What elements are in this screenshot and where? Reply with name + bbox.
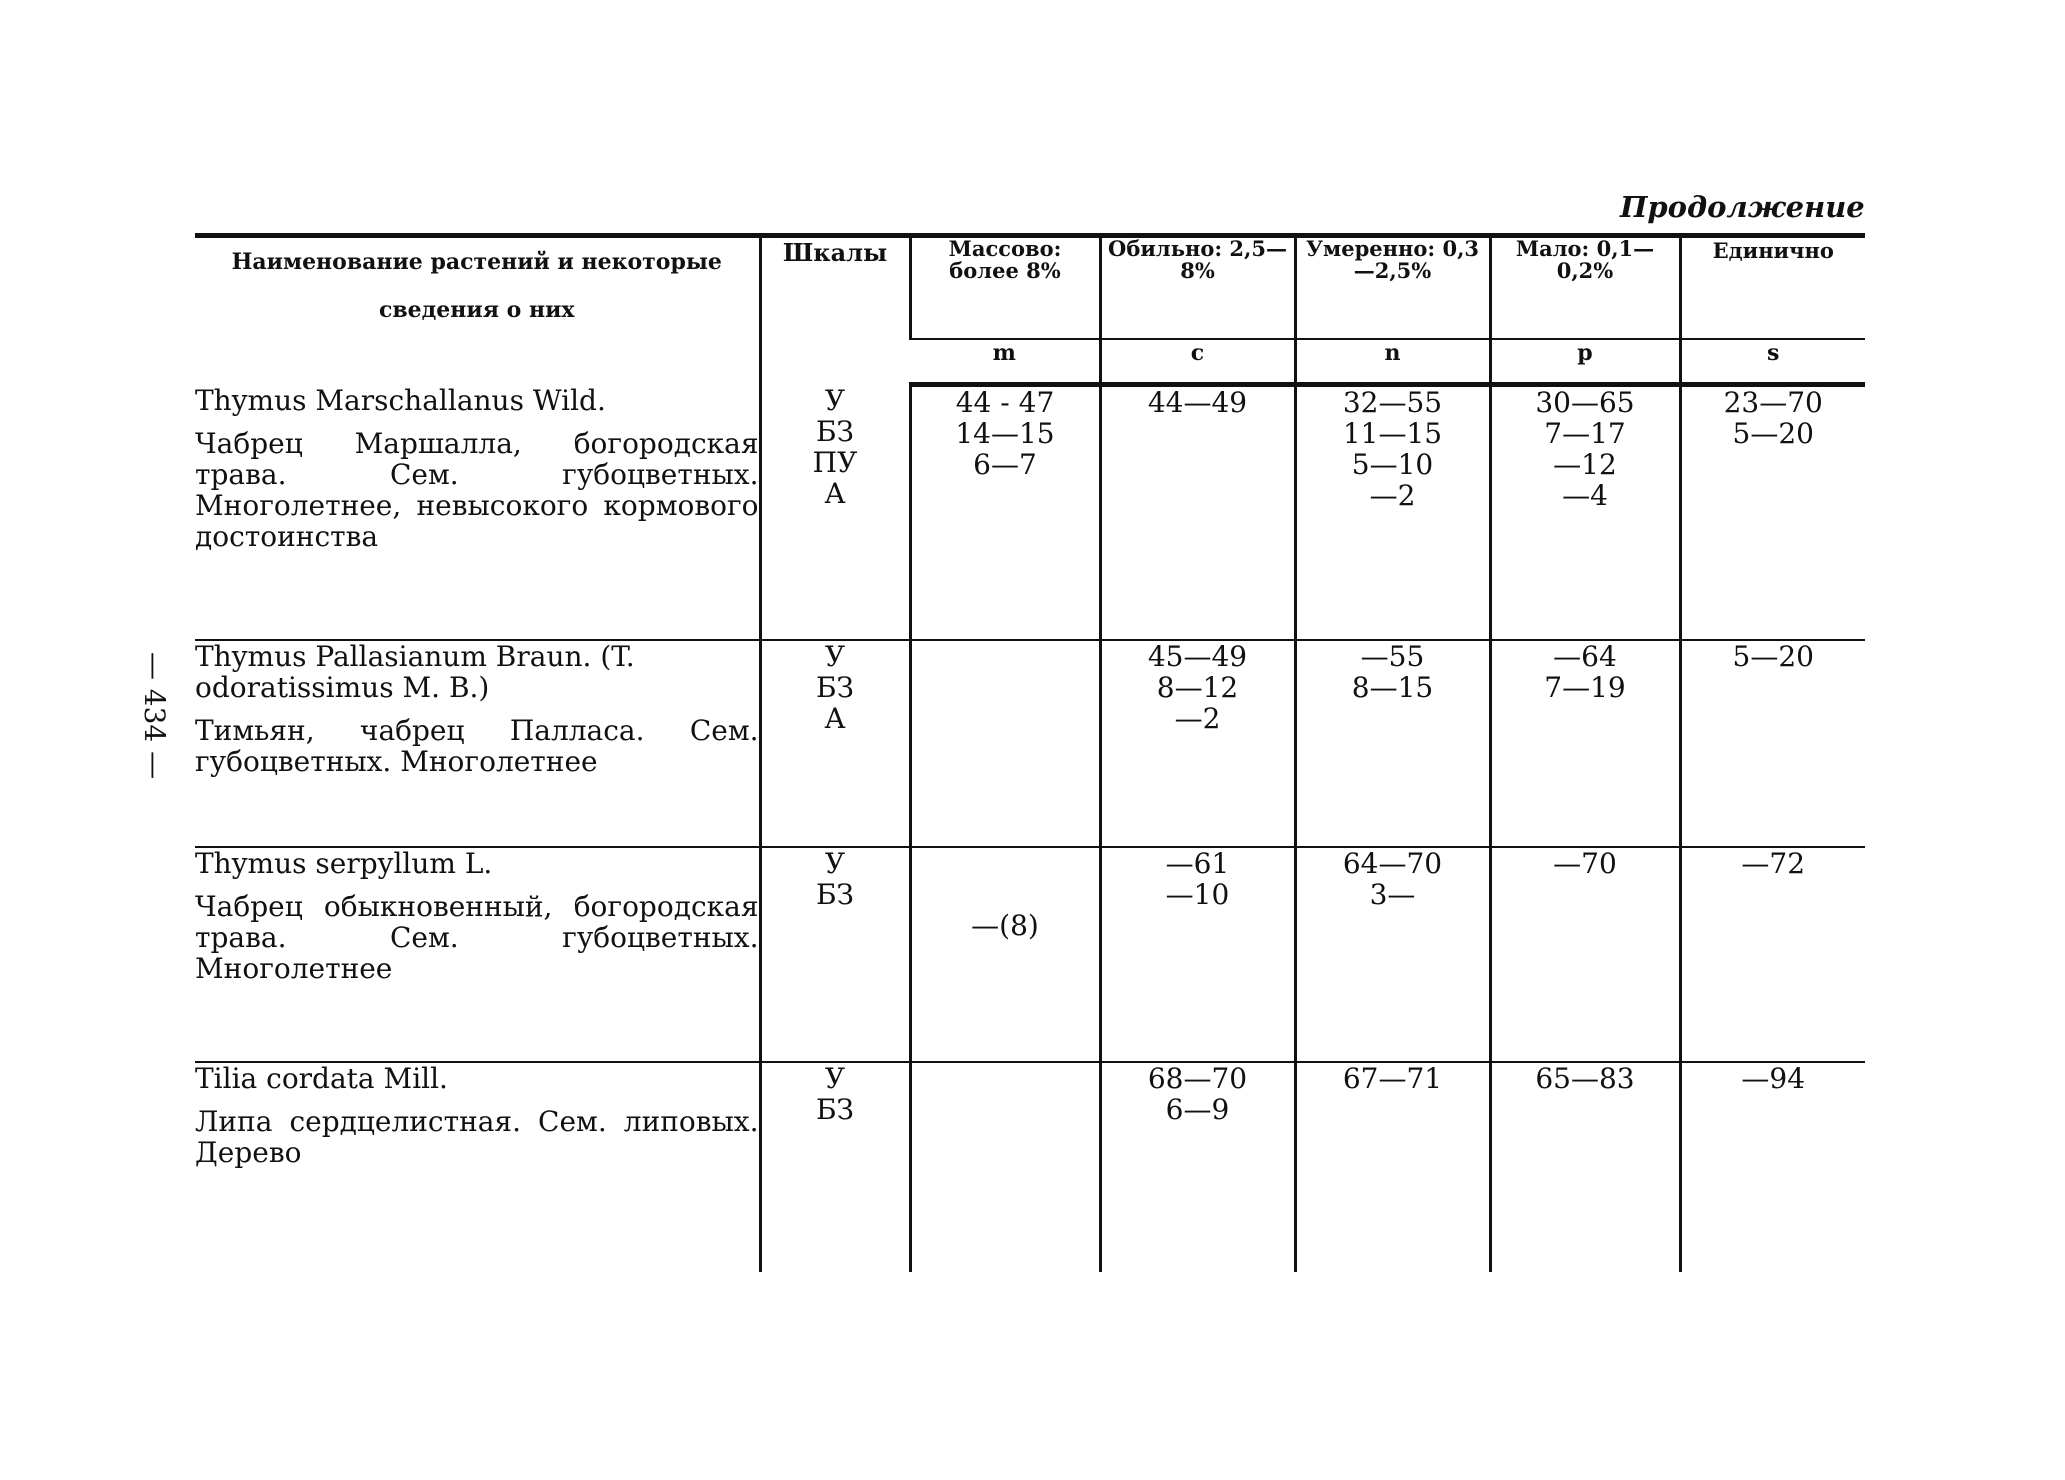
value-s-cell: 23—70 5—20 (1680, 385, 1865, 640)
header-code-p: p (1490, 339, 1680, 385)
header-code-c: c (1100, 339, 1295, 385)
header-code-m: m (910, 339, 1100, 385)
plant-latin-name: Thymus Marschallanus Wild. (195, 383, 606, 417)
value-m-cell (910, 1062, 1100, 1272)
value-s-cell: —94 (1680, 1062, 1865, 1272)
header-code-n: n (1295, 339, 1490, 385)
scales-cell: У БЗ А (760, 640, 910, 847)
header-scales: Шкалы (760, 236, 910, 385)
header-category-abundant: Обильно: 2,5—8% (1100, 236, 1295, 340)
header-category-few: Мало: 0,1—0,2% (1490, 236, 1680, 340)
plant-abundance-table (195, 233, 1865, 1272)
value-n-cell: —55 8—15 (1295, 640, 1490, 847)
plant-cell (195, 1062, 760, 1272)
plant-description: Тимьян, чабрец Палласа. Сем. губоцветных. Многолетнее (195, 713, 759, 778)
plant-description: Чабрец обыкновенный, богородская трава. Сем. губоцветных. Многолетнее (195, 889, 759, 985)
header-category-single: Единично (1680, 236, 1865, 340)
continuation-label: Продолжение (1620, 190, 1865, 224)
value-c-cell: 45—49 8—12 —2 (1100, 640, 1295, 847)
value-p-cell: 65—83 (1490, 1062, 1680, 1272)
plant-latin-name: Tilia cordata Mill. (195, 1061, 448, 1095)
scales-cell: У БЗ (760, 847, 910, 1062)
value-n-cell: 64—70 3— (1295, 847, 1490, 1062)
table-row (195, 1062, 1865, 1272)
value-p-cell: —64 7—19 (1490, 640, 1680, 847)
header-category-moderate: Умеренно: 0,3—2,5% (1295, 236, 1490, 340)
table-row (195, 385, 1865, 640)
plant-description: Липа сердцелистная. Сем. липовых. Дерево (195, 1104, 759, 1169)
header-plant-name: Наименование растений и некоторые сведения о них (195, 236, 760, 385)
plant-latin-name: Thymus serpyllum L. (195, 846, 493, 880)
scales-cell: У БЗ (760, 1062, 910, 1272)
header-category-mass: Массово: более 8% (910, 236, 1100, 340)
page-number (130, 651, 180, 779)
table-row (195, 640, 1865, 847)
value-c-cell: —61 —10 (1100, 847, 1295, 1062)
table-row (195, 847, 1865, 1062)
value-n-cell: 67—71 (1295, 1062, 1490, 1272)
value-n-cell: 32—55 11—15 5—10 —2 (1295, 385, 1490, 640)
plant-description: Чабрец Маршалла, богородская трава. Сем. губоцветных. Многолетнее, невысокого кормового достоинства (195, 426, 759, 553)
header-code-s: s (1680, 339, 1865, 385)
value-m-cell (910, 640, 1100, 847)
scales-cell: У БЗ ПУ А (760, 385, 910, 640)
plant-latin-name: Thymus Pallasianum Braun. (T. odoratissimus M. B.) (195, 639, 635, 704)
value-c-cell: 68—70 6—9 (1100, 1062, 1295, 1272)
value-p-cell: 30—65 7—17 —12 —4 (1490, 385, 1680, 640)
plant-cell (195, 640, 760, 847)
value-s-cell: —72 (1680, 847, 1865, 1062)
value-p-cell: —70 (1490, 847, 1680, 1062)
value-m-cell: —(8) (910, 847, 1100, 1062)
value-s-cell: 5—20 (1680, 640, 1865, 847)
value-m-cell: 44 - 47 14—15 6—7 (910, 385, 1100, 640)
plant-cell (195, 385, 760, 640)
plant-cell (195, 847, 760, 1062)
value-c-cell: 44—49 (1100, 385, 1295, 640)
page-number-text: — 434 — (138, 651, 172, 779)
